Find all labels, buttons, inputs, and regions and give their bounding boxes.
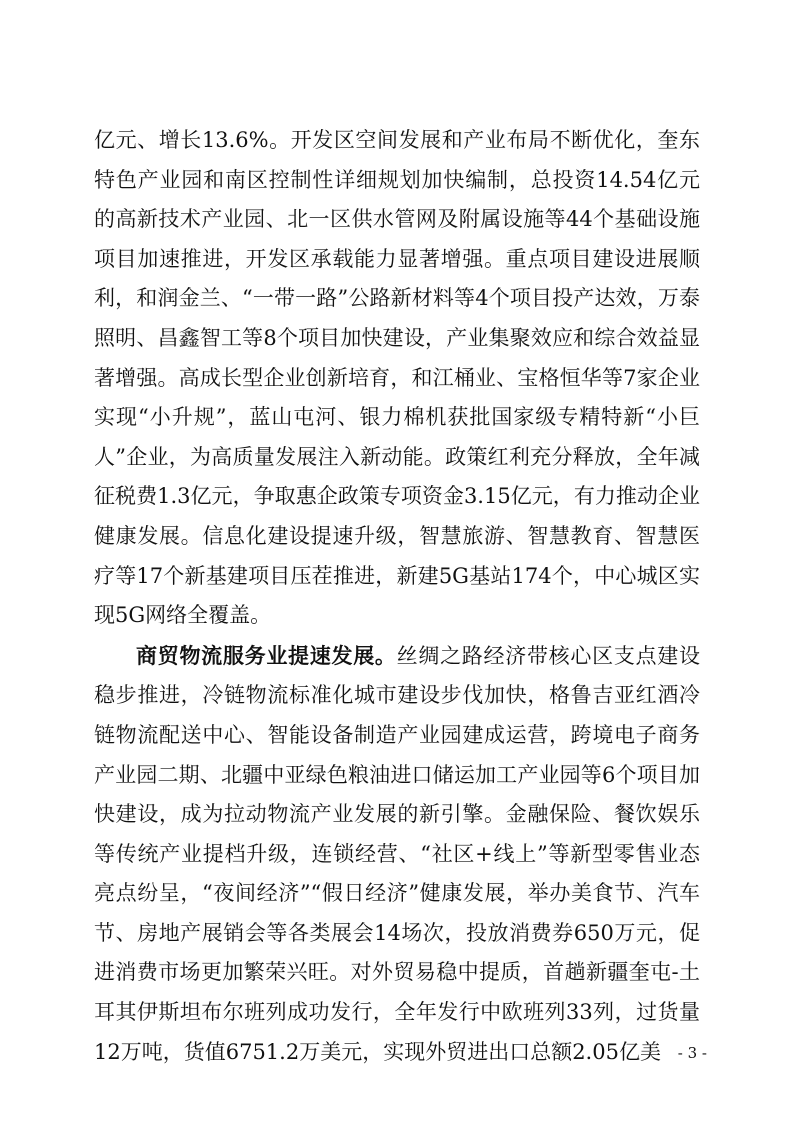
paragraph-text: 丝绸之路经济带核心区支点建设稳步推进，冷链物流标准化城市建设步伐加快，格鲁吉亚红酒冷链物流配送中心、智能设备制造产业园建成运营，跨境电子商务产业园二期、北疆中亚绿色粮油进口储运加工产业园等6个项目加快建设，成为拉动物流产业发展的新引擎。金融保险、餐饮娱乐等传统产业提档升级，连锁经营、“社区+线上”等新型零售业态亮点纷呈，“夜间经济”“假日经济”健康发展，举办美食节、汽车节、房地产展销会等各类展会14场次，投放消费券650万元，促进消费市场更加繁荣兴旺。对外贸易稳中提质，首趟新疆奎屯-土耳其伊斯坦布尔班列成功发行，全年发行中欧班列33列，过货量12万吨，货值6751.2万美元，实现外贸进出口总额2.05亿美 xyxy=(94,643,700,1064)
paragraph-lead-heading: 商贸物流服务业提速发展。 xyxy=(136,642,397,668)
paragraph-text: 亿元、增长13.6%。开发区空间发展和产业布局不断优化，奎东特色产业园和南区控制性详细规划加快编制，总投资14.54亿元的高新技术产业园、北一区供水管网及附属设施等44个基础设施项目加速推进，开发区承载能力显著增强。重点项目建设进展顺利，和润金兰、“一带一路”公路新材料等4个项目投产达效，万泰照明、昌鑫智工等8个项目加快建设，产业集聚效应和综合效益显著增强。高成长型企业创新培育，和江桶业、宝格恒华等7家企业实现“小升规”，蓝山屯河、银力棉机获批国家级专精特新“小巨人”企业，为高质量发展注入新动能。政策红利充分释放，全年减征税费1.3亿元，争取惠企政策专项资金3.15亿元，有力推动企业健康发展。信息化建设提速升级，智慧旅游、智慧教育、智慧医疗等17个新基建项目压茬推进，新建5G基站174个，中心城区实现5G网络全覆盖。 xyxy=(94,128,700,628)
paragraph-continued xyxy=(94,121,700,636)
page-number: - 3 - xyxy=(677,1044,707,1062)
paragraph-commerce-logistics xyxy=(94,636,700,1073)
document-body xyxy=(94,121,700,1072)
